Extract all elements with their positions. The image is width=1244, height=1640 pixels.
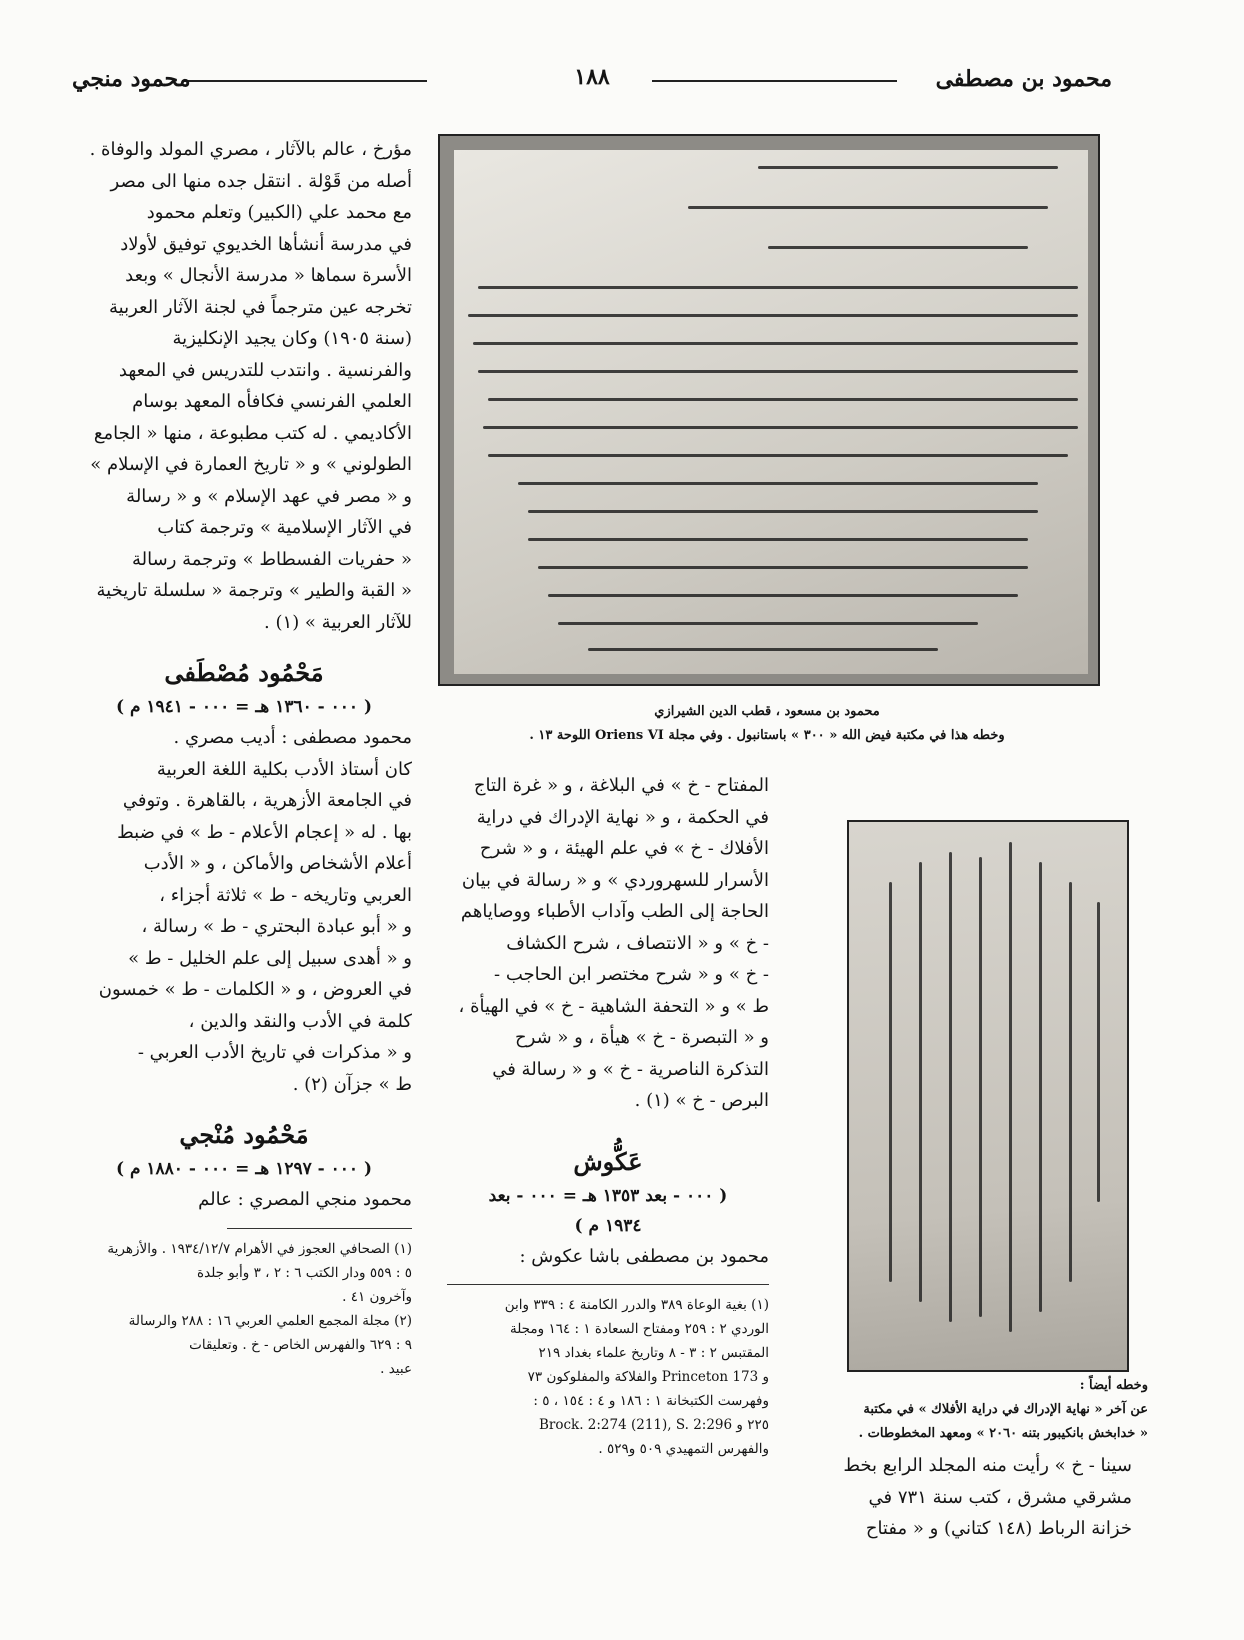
footnotes-left [76,1237,412,1381]
entry-dates-akkoush-line2: ١٩٣٤ م ) [574,1215,642,1236]
footnote-line: و Princeton 173 والفلاكة والمفلوكون ٧٣ [527,1369,769,1385]
text-line: و « أهدى سبيل إلى علم الخليل - ط » [128,947,412,969]
entry-title-mahmoud-monji: مَحْمُود مُنْجي [179,1120,309,1149]
text-line: و « مذكرات في تاريخ الأدب العربي - [137,1042,412,1063]
text-line: مع محمد علي (الكبير) وتعلم محمود [146,202,412,223]
text-line: ط » جزآن (٢) . [292,1073,412,1095]
header-right-title: محمود بن مصطفى [935,66,1112,92]
footnote-line: عبيد . [380,1360,412,1377]
footnote-line: ٢٢٥ و Brock. 2:274 (211), S. 2:296 [538,1417,769,1433]
text-line: (سنة ١٩٠٥) وكان يجيد الإنكليزية [172,328,412,349]
text-line: العربي وتاريخه - ط » ثلاثة أجزاء ، [159,884,412,906]
text-line: و « أبو عبادة البحتري - ط » رسالة ، [141,916,412,937]
footnote-divider [447,1284,769,1285]
entry-body-mahmoud-mustafa [76,722,412,1100]
column-middle [447,770,769,1461]
entry-title-akkoush: عَكُّوش [573,1146,643,1176]
text-line: الأسرة سماها « مدرسة الأنجال » وبعد [125,265,412,286]
footnotes-middle [447,1293,769,1461]
text-line: الأفلاك - خ » في علم الهيئة ، و « شرح [479,838,769,859]
footnote-line: والفهرس التمهيدي ٥٠٩ و٥٢٩ . [598,1441,769,1457]
footnote-line: الوردي ٢ : ٢٥٩ ومفتاح السعادة ١ : ١٦٤ ومجلة [509,1321,769,1337]
footnote-line: وفهرست الكتبخانة ١ : ١٨٦ و ٤ : ١٥٤ ، ٥ : [533,1393,769,1409]
text-line: في الحكمة ، و « نهاية الإدراك في دراية [476,806,769,828]
text-line: - خ » و « شرح مختصر ابن الحاجب - [494,964,769,985]
column-right [810,1450,1132,1545]
continued-paragraph [447,770,769,1117]
text-line: خزانة الرباط (١٤٨ كتاني) و « مفتاح [865,1518,1132,1539]
header-left-title: محمود منجي [72,66,191,92]
text-line: والفرنسية . وانتدب للتدريس في المعهد [118,359,412,381]
figure2-caption-line2: عن آخر « نهاية الإدراك في دراية الأفلاك » في مكتبة [863,1402,1148,1417]
footnote-line: وآخرون ٤١ . [342,1288,412,1305]
entry-dates-mahmoud-mustafa: ( ٠٠٠ - ١٣٦٠ هـ = ٠٠٠ - ١٩٤١ م ) [115,697,372,717]
entry-title-mahmoud-mustafa: مَحْمُود مُصْطَفى [164,658,324,687]
text-line: في الجامعة الأزهرية ، بالقاهرة . وتوفي [122,790,412,811]
text-line: أصله من قَوْلة . انتقل جده منها الى مصر [110,170,412,192]
footnote-line: ٥ : ٥٥٩ ودار الكتب ٦ : ٢ ، ٣ وأبو جلدة [197,1264,412,1281]
text-line: في العروض ، و « الكلمات - ط » خمسون [98,979,412,1000]
intro-paragraph [76,134,412,638]
text-line: « القبة والطير » وترجمة « سلسلة تاريخية [96,580,412,601]
text-line: كان أستاذ الأدب بكلية اللغة العربية [156,758,412,780]
running-header [72,60,1112,100]
entry-dates-akkoush-line1: ( ٠٠٠ - بعد ١٣٥٣ هـ = ٠٠٠ - بعد [488,1185,728,1206]
text-line: العلمي الفرنسي فكافأه المعهد بوسام [132,391,412,412]
footnote-line: (١) الصحافي العجوز في الأهرام ١٩٣٤/١٢/٧ . والأزهرية [107,1240,412,1257]
text-line: الأسرار للسهروردي » و « رسالة في بيان [461,869,769,891]
page-number: ١٨٨ [574,64,610,90]
text-line: بها . له « إعجام الأعلام - ط » في ضبط [117,821,412,843]
text-line: تخرجه عين مترجماً في لجنة الآثار العربية [108,296,412,318]
text-line: التذكرة الناصرية - خ » و « رسالة في [492,1058,769,1080]
text-line: محمود مصطفى : أديب مصري . [173,727,412,748]
text-line: الطولوني » و « تاريخ العمارة في الإسلام » [90,454,412,475]
text-line: مؤرخ ، عالم بالآثار ، مصري المولد والوفاة . [89,139,412,160]
text-line: الحاجة إلى الطب وآداب الأطباء ووصاياهم [460,901,769,922]
text-line: كلمة في الأدب والنقد والدين ، [188,1010,412,1032]
figure2-caption [818,1374,1148,1446]
figure2-caption-line3: « خدابخش بانكيبور بتنه ٢٠٦٠ » ومعهد المخطوطات . [858,1426,1148,1441]
text-line: - خ » و « الانتصاف ، شرح الكشاف [506,932,769,954]
header-rule-left [182,80,427,82]
footnote-divider [227,1228,412,1229]
text-line: الأكاديمي . له كتب مطبوعة ، منها « الجامع [93,422,412,444]
text-line: في مدرسة أنشأها الخديوي توفيق لأولاد [120,233,412,255]
text-line: في الآثار الإسلامية » وترجمة كتاب [157,517,412,538]
text-line: و « مصر في عهد الإسلام » و « رسالة [126,485,412,507]
text-line: البرص - خ » (١) . [634,1090,769,1111]
text-line: أعلام الأشخاص والأماكن ، و « الأدب [143,853,412,874]
text-line: مشرقي مشرق ، كتب سنة ٧٣١ في [868,1486,1132,1508]
text-line: للآثار العربية » (١) . [264,611,412,633]
footnote-line: ٩ : ٦٢٩ والفهرس الخاص - خ . وتعليقات [189,1336,412,1353]
figure2-caption-line1: وخطه أيضاً : [1079,1378,1148,1393]
footnote-line: (١) بغية الوعاة ٣٨٩ والدرر الكامنة ٤ : ٣٣٩ وابن [504,1297,769,1313]
figure1-caption-line1: محمود بن مسعود ، قطب الدين الشيرازي [654,704,880,719]
column-left [76,134,412,1381]
footnote-line: المقتبس ٢ : ٣ - ٨ وتاريخ علماء بغداد ٢١٩ [538,1345,769,1361]
entry-dates-mahmoud-monji: ( ٠٠٠ - ١٢٩٧ هـ = ٠٠٠ - ١٨٨٠ م ) [115,1159,372,1179]
figure1-caption-line2: وخطه هذا في مكتبة فيض الله « ٣٠٠ » باستانبول . وفي مجلة Oriens VI اللوحة ١٣ . [529,728,1005,743]
text-line: محمود منجي المصري : عالم [198,1189,412,1210]
text-line: سينا - خ » رأيت منه المجلد الرابع بخط [843,1455,1132,1476]
text-line: ط » و « التحفة الشاهية - خ » في الهيأة ، [458,995,769,1017]
manuscript-image-1 [438,134,1100,686]
text-line: المفتاح - خ » في البلاغة ، و « غرة التاج [473,775,769,796]
figure1-caption [440,700,1094,748]
text-line: و « التبصرة - خ » هيأة ، و « شرح [515,1027,769,1048]
text-line: « حفريات الفسطاط » وترجمة رسالة [132,548,412,570]
manuscript-image-2 [847,820,1129,1372]
footnote-line: (٢) مجلة المجمع العلمي العربي ١٦ : ٢٨٨ والرسالة [128,1312,412,1329]
text-line: محمود بن مصطفى باشا عكوش : [519,1245,769,1267]
